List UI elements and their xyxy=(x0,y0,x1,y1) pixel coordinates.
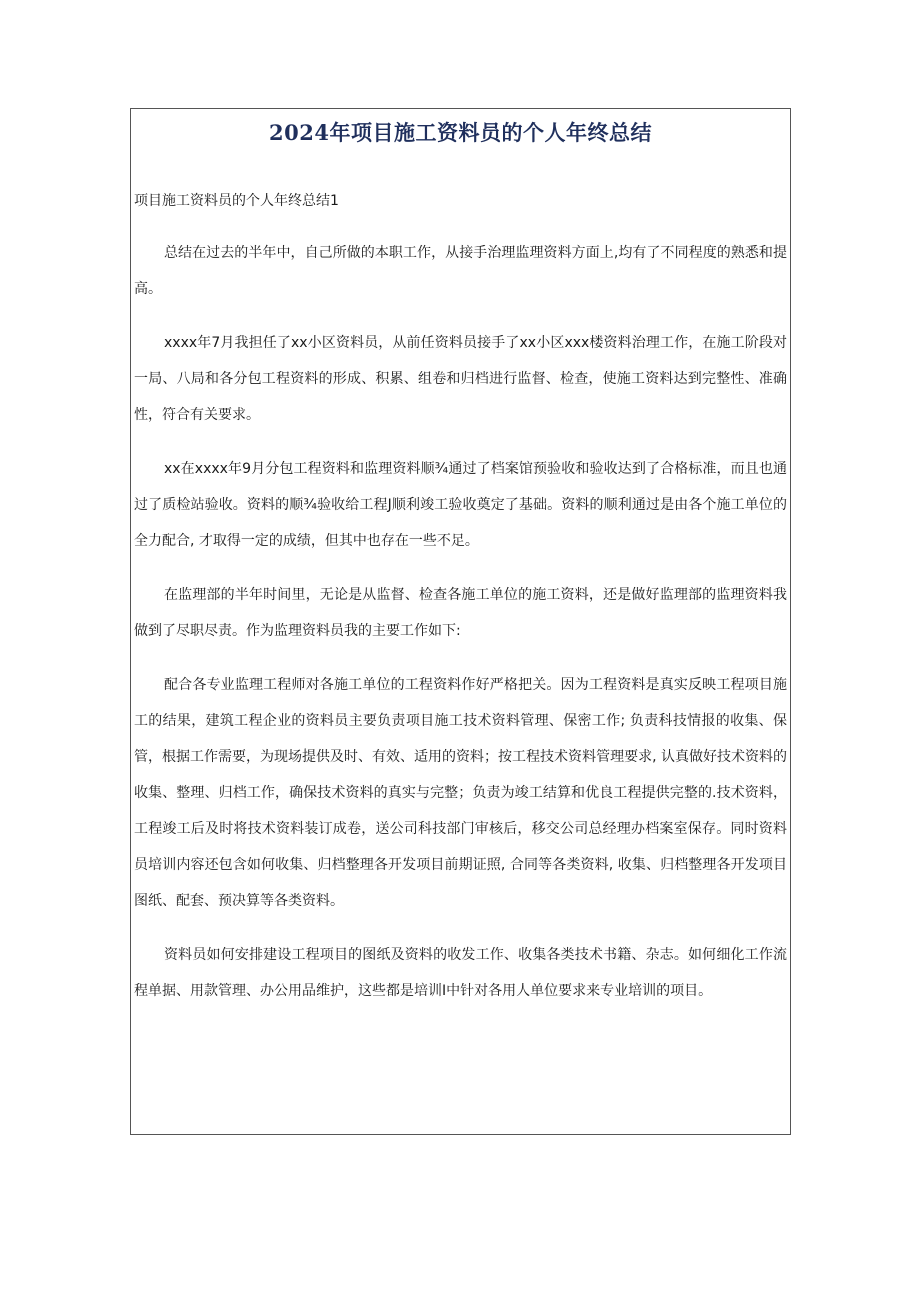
document-frame xyxy=(130,108,791,1135)
paragraph-5: 配合各专业监理工程师对各施工单位的工程资料作好严格把关。因为工程资料是真实反映工程项目施工的结果，建筑工程企业的资料员主要负责项目施工技术资料管理、保密工作; 负责科技情报的收集、保管，根据工作需要，为现场提供及时、有效、适用的资料；按工程技术资料管理要求, 认真做好技术资料的收集、整理、归档工作，确保技术资料的真实与完整；负责为竣工结算和优良工程提供完整的.技术资料，工程竣工后及时将技术资料装订成卷，送公司科技部门审核后，移交公司总经理办档案室保存。同时资料员培训内容还包含如何收集、归档整理各开发项目前期证照, 合同等各类资料, 收集、归档整理各开发项目图纸、配套、预决算等各类资料。 xyxy=(134,677,787,909)
paragraph-1: 总结在过去的半年中，自己所做的本职工作，从接手治理监理资料方面上,均有了不同程度的熟悉和提高。 xyxy=(134,245,787,297)
section-heading: 项目施工资料员的个人年终总结1 xyxy=(134,193,339,209)
paragraph-6: 资料员如何安排建设工程项目的图纸及资料的收发工作、收集各类技术书籍、杂志。如何细化工作流程单据、用款管理、办公用品维护，这些都是培训I中针对各用人单位要求来专业培训的项目。 xyxy=(134,947,787,999)
paragraph-4: 在监理部的半年时间里，无论是从监督、检查各施工单位的施工资料，还是做好监理部的监理资料我做到了尽职尽责。作为监理资料员我的主要工作如下: xyxy=(134,587,787,639)
paragraph-3: xx在xxxx年9月分包工程资料和监理资料顺¾通过了档案馆预验收和验收达到了合格标准，而且也通过了质检站验收。资料的顺¾验收给工程J顺利竣工验收奠定了基础。资料的顺利通过是由各个施工单位的全力配合, 才取得一定的成绩，但其中也存在一些不足。 xyxy=(134,461,787,549)
document-title: 2024年项目施工资料员的个人年终总结 xyxy=(269,120,652,145)
document-body xyxy=(134,187,787,1027)
paragraph-2: xxxx年7月我担任了xx小区资料员，从前任资料员接手了xx小区xxx楼资料治理工作，在施工阶段对一局、八局和各分包工程资料的形成、积累、组卷和归档进行监督、检查，使施工资料达到完整性、准确性，符合有关要求。 xyxy=(134,335,787,423)
